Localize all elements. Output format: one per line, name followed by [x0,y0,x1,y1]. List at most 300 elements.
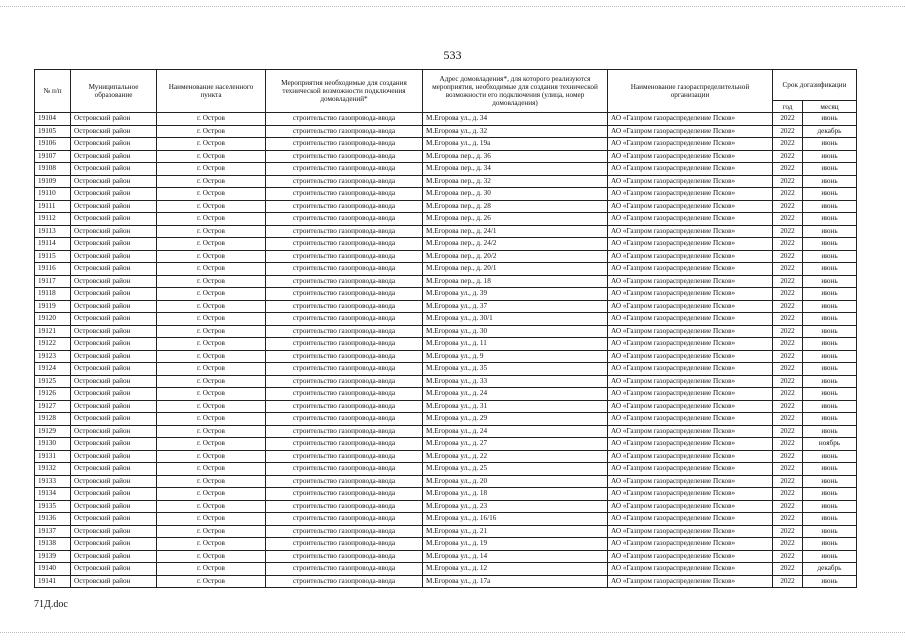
cell-num: 19141 [35,575,71,588]
cell-address: М.Егорова пер., д. 36 [423,150,608,163]
cell-activity: строительство газопровода-ввода [266,550,423,563]
cell-organization: АО «Газпром газораспределение Псков» [608,575,773,588]
cell-month: июнь [803,475,857,488]
cell-locality: г. Остров [157,225,266,238]
scan-artifact-bottom [0,632,905,634]
cell-organization: АО «Газпром газораспределение Псков» [608,525,773,538]
cell-month: июнь [803,363,857,376]
cell-month: июнь [803,488,857,501]
cell-activity: строительство газопровода-ввода [266,175,423,188]
cell-num: 19114 [35,238,71,251]
cell-year: 2022 [773,188,803,201]
cell-organization: АО «Газпром газораспределение Псков» [608,488,773,501]
cell-activity: строительство газопровода-ввода [266,463,423,476]
cell-municipality: Островский район [71,363,157,376]
cell-month: июнь [803,175,857,188]
cell-locality: г. Остров [157,475,266,488]
cell-num: 19111 [35,200,71,213]
table-row [35,438,857,451]
cell-address: М.Егорова ул., д. 24 [423,425,608,438]
cell-locality: г. Остров [157,550,266,563]
cell-address: М.Егорова ул., д. 22 [423,450,608,463]
cell-year: 2022 [773,238,803,251]
cell-address: М.Егорова ул., д. 27 [423,438,608,451]
cell-organization: АО «Газпром газораспределение Псков» [608,438,773,451]
cell-municipality: Островский район [71,125,157,138]
header-num: № п/п [35,70,71,113]
cell-municipality: Островский район [71,438,157,451]
cell-municipality: Островский район [71,388,157,401]
cell-num: 19113 [35,225,71,238]
cell-locality: г. Остров [157,425,266,438]
cell-activity: строительство газопровода-ввода [266,325,423,338]
cell-activity: строительство газопровода-ввода [266,288,423,301]
cell-activity: строительство газопровода-ввода [266,113,423,126]
page-number: 533 [443,48,462,62]
header-activity: Мероприятия необходимые для создания технической возможности подключения домовладений* [266,70,423,113]
cell-year: 2022 [773,250,803,263]
cell-num: 19133 [35,475,71,488]
cell-num: 19129 [35,425,71,438]
cell-activity: строительство газопровода-ввода [266,213,423,226]
cell-num: 19136 [35,513,71,526]
cell-locality: г. Остров [157,188,266,201]
cell-num: 19131 [35,450,71,463]
table-row [35,375,857,388]
cell-year: 2022 [773,513,803,526]
cell-year: 2022 [773,538,803,551]
cell-year: 2022 [773,350,803,363]
cell-locality: г. Остров [157,200,266,213]
cell-municipality: Островский район [71,400,157,413]
cell-address: М.Егорова ул., д. 31 [423,400,608,413]
cell-year: 2022 [773,175,803,188]
cell-municipality: Островский район [71,413,157,426]
cell-month: июнь [803,400,857,413]
cell-municipality: Островский район [71,450,157,463]
cell-locality: г. Остров [157,125,266,138]
cell-month: июнь [803,275,857,288]
cell-address: М.Егорова ул., д. 24 [423,388,608,401]
table-row [35,188,857,201]
cell-num: 19124 [35,363,71,376]
cell-num: 19112 [35,213,71,226]
cell-locality: г. Остров [157,375,266,388]
cell-year: 2022 [773,288,803,301]
cell-month: июнь [803,375,857,388]
cell-locality: г. Остров [157,363,266,376]
cell-municipality: Островский район [71,350,157,363]
cell-organization: АО «Газпром газораспределение Псков» [608,263,773,276]
cell-address: М.Егорова ул., д. 11 [423,338,608,351]
cell-num: 19118 [35,288,71,301]
cell-municipality: Островский район [71,300,157,313]
cell-month: июнь [803,188,857,201]
cell-activity: строительство газопровода-ввода [266,450,423,463]
cell-activity: строительство газопровода-ввода [266,438,423,451]
table-row [35,263,857,276]
cell-num: 19120 [35,313,71,326]
cell-organization: АО «Газпром газораспределение Псков» [608,163,773,176]
cell-municipality: Островский район [71,225,157,238]
cell-month: июнь [803,213,857,226]
cell-month: июнь [803,288,857,301]
cell-municipality: Островский район [71,275,157,288]
cell-year: 2022 [773,363,803,376]
cell-month: декабрь [803,125,857,138]
cell-month: июнь [803,313,857,326]
cell-num: 19108 [35,163,71,176]
cell-organization: АО «Газпром газораспределение Псков» [608,425,773,438]
cell-year: 2022 [773,413,803,426]
cell-month: декабрь [803,563,857,576]
cell-address: М.Егорова пер., д. 24/1 [423,225,608,238]
cell-month: июнь [803,325,857,338]
cell-locality: г. Остров [157,350,266,363]
cell-municipality: Островский район [71,500,157,513]
cell-activity: строительство газопровода-ввода [266,163,423,176]
cell-month: июнь [803,225,857,238]
cell-year: 2022 [773,563,803,576]
cell-month: июнь [803,300,857,313]
cell-locality: г. Остров [157,275,266,288]
cell-municipality: Островский район [71,325,157,338]
cell-locality: г. Остров [157,538,266,551]
cell-locality: г. Остров [157,250,266,263]
cell-organization: АО «Газпром газораспределение Псков» [608,500,773,513]
table-row [35,513,857,526]
cell-organization: АО «Газпром газораспределение Псков» [608,325,773,338]
table-row [35,563,857,576]
table-row [35,413,857,426]
cell-address: М.Егорова пер., д. 26 [423,213,608,226]
cell-organization: АО «Газпром газораспределение Псков» [608,463,773,476]
cell-year: 2022 [773,388,803,401]
cell-municipality: Островский район [71,200,157,213]
cell-month: июнь [803,513,857,526]
cell-municipality: Островский район [71,525,157,538]
table-row [35,138,857,151]
cell-locality: г. Остров [157,288,266,301]
cell-address: М.Егорова ул., д. 16/16 [423,513,608,526]
table-row [35,225,857,238]
cell-locality: г. Остров [157,500,266,513]
cell-address: М.Егорова пер., д. 34 [423,163,608,176]
cell-year: 2022 [773,338,803,351]
cell-municipality: Островский район [71,175,157,188]
cell-year: 2022 [773,313,803,326]
table-row [35,213,857,226]
cell-address: М.Егорова ул., д. 18 [423,488,608,501]
cell-organization: АО «Газпром газораспределение Псков» [608,150,773,163]
cell-locality: г. Остров [157,438,266,451]
footer-file-name: 71Д.doc [34,599,68,610]
table-row [35,463,857,476]
cell-month: июнь [803,250,857,263]
cell-organization: АО «Газпром газораспределение Псков» [608,400,773,413]
cell-month: июнь [803,388,857,401]
cell-address: М.Егорова ул., д. 9 [423,350,608,363]
cell-address: М.Егорова ул., д. 21 [423,525,608,538]
cell-locality: г. Остров [157,150,266,163]
cell-organization: АО «Газпром газораспределение Псков» [608,563,773,576]
cell-year: 2022 [773,300,803,313]
cell-activity: строительство газопровода-ввода [266,575,423,588]
cell-month: июнь [803,350,857,363]
table-row [35,338,857,351]
cell-year: 2022 [773,375,803,388]
cell-activity: строительство газопровода-ввода [266,350,423,363]
cell-locality: г. Остров [157,413,266,426]
header-locality: Наименование населенного пункта [157,70,266,113]
table-row [35,550,857,563]
cell-organization: АО «Газпром газораспределение Псков» [608,513,773,526]
cell-organization: АО «Газпром газораспределение Псков» [608,200,773,213]
cell-month: июнь [803,525,857,538]
cell-num: 19110 [35,188,71,201]
header-month: месяц [803,101,857,113]
cell-locality: г. Остров [157,313,266,326]
cell-organization: АО «Газпром газораспределение Псков» [608,275,773,288]
header-deadline: Срок догазификации [773,70,857,101]
table-row [35,200,857,213]
cell-year: 2022 [773,200,803,213]
cell-num: 19135 [35,500,71,513]
cell-num: 19123 [35,350,71,363]
cell-num: 19115 [35,250,71,263]
header-year: год [773,101,803,113]
table-row [35,575,857,588]
cell-locality: г. Остров [157,238,266,251]
cell-address: М.Егорова ул., д. 17а [423,575,608,588]
cell-address: М.Егорова ул., д. 33 [423,375,608,388]
cell-municipality: Островский район [71,463,157,476]
table-row [35,163,857,176]
cell-organization: АО «Газпром газораспределение Псков» [608,550,773,563]
cell-address: М.Егорова пер., д. 20/1 [423,263,608,276]
cell-month: июнь [803,113,857,126]
cell-num: 19126 [35,388,71,401]
cell-activity: строительство газопровода-ввода [266,563,423,576]
cell-locality: г. Остров [157,338,266,351]
table-row [35,125,857,138]
cell-num: 19128 [35,413,71,426]
cell-month: июнь [803,538,857,551]
cell-month: июнь [803,263,857,276]
cell-month: июнь [803,150,857,163]
cell-activity: строительство газопровода-ввода [266,250,423,263]
cell-municipality: Островский район [71,188,157,201]
cell-organization: АО «Газпром газораспределение Псков» [608,450,773,463]
header-organization: Наименование газораспределительной организации [608,70,773,113]
table-row [35,350,857,363]
cell-organization: АО «Газпром газораспределение Псков» [608,313,773,326]
cell-address: М.Егорова пер., д. 32 [423,175,608,188]
cell-activity: строительство газопровода-ввода [266,300,423,313]
cell-municipality: Островский район [71,150,157,163]
cell-activity: строительство газопровода-ввода [266,200,423,213]
table-row [35,363,857,376]
cell-organization: АО «Газпром газораспределение Псков» [608,125,773,138]
cell-locality: г. Остров [157,488,266,501]
table-row [35,113,857,126]
cell-locality: г. Остров [157,400,266,413]
cell-locality: г. Остров [157,450,266,463]
cell-address: М.Егорова пер., д. 18 [423,275,608,288]
cell-month: июнь [803,425,857,438]
cell-organization: АО «Газпром газораспределение Псков» [608,538,773,551]
cell-num: 19105 [35,125,71,138]
cell-municipality: Островский район [71,263,157,276]
cell-num: 19132 [35,463,71,476]
cell-num: 19127 [35,400,71,413]
cell-organization: АО «Газпром газораспределение Псков» [608,338,773,351]
cell-activity: строительство газопровода-ввода [266,488,423,501]
cell-municipality: Островский район [71,338,157,351]
cell-year: 2022 [773,500,803,513]
cell-year: 2022 [773,275,803,288]
cell-year: 2022 [773,475,803,488]
cell-activity: строительство газопровода-ввода [266,238,423,251]
cell-address: М.Егорова ул., д. 30 [423,325,608,338]
cell-address: М.Егорова пер., д. 20/2 [423,250,608,263]
cell-num: 19107 [35,150,71,163]
cell-year: 2022 [773,438,803,451]
cell-organization: АО «Газпром газораспределение Псков» [608,475,773,488]
cell-address: М.Егорова ул., д. 30/1 [423,313,608,326]
cell-num: 19140 [35,563,71,576]
cell-municipality: Островский район [71,313,157,326]
cell-organization: АО «Газпром газораспределение Псков» [608,175,773,188]
cell-organization: АО «Газпром газораспределение Псков» [608,413,773,426]
cell-address: М.Егорова ул., д. 12 [423,563,608,576]
cell-activity: строительство газопровода-ввода [266,150,423,163]
cell-num: 19137 [35,525,71,538]
cell-municipality: Островский район [71,488,157,501]
cell-activity: строительство газопровода-ввода [266,225,423,238]
table-row [35,150,857,163]
cell-month: июнь [803,163,857,176]
cell-year: 2022 [773,213,803,226]
cell-month: июнь [803,138,857,151]
cell-activity: строительство газопровода-ввода [266,513,423,526]
cell-organization: АО «Газпром газораспределение Псков» [608,388,773,401]
cell-locality: г. Остров [157,163,266,176]
cell-activity: строительство газопровода-ввода [266,500,423,513]
cell-month: июнь [803,338,857,351]
table-body [35,113,857,588]
cell-address: М.Егорова ул., д. 39 [423,288,608,301]
cell-locality: г. Остров [157,325,266,338]
table-row [35,475,857,488]
cell-municipality: Островский район [71,238,157,251]
cell-address: М.Егорова ул., д. 29 [423,413,608,426]
cell-activity: строительство газопровода-ввода [266,263,423,276]
cell-municipality: Островский район [71,138,157,151]
cell-address: М.Егорова ул., д. 19 [423,538,608,551]
table-row [35,175,857,188]
cell-num: 19117 [35,275,71,288]
gasification-table [34,69,857,588]
cell-num: 19138 [35,538,71,551]
cell-year: 2022 [773,150,803,163]
cell-activity: строительство газопровода-ввода [266,363,423,376]
cell-num: 19109 [35,175,71,188]
cell-num: 19122 [35,338,71,351]
cell-month: июнь [803,550,857,563]
cell-municipality: Островский район [71,475,157,488]
cell-activity: строительство газопровода-ввода [266,425,423,438]
cell-locality: г. Остров [157,575,266,588]
table-row [35,300,857,313]
cell-num: 19130 [35,438,71,451]
cell-organization: АО «Газпром газораспределение Псков» [608,250,773,263]
table-row [35,388,857,401]
cell-activity: строительство газопровода-ввода [266,525,423,538]
cell-year: 2022 [773,450,803,463]
cell-locality: г. Остров [157,175,266,188]
table-row [35,488,857,501]
cell-locality: г. Остров [157,213,266,226]
cell-num: 19134 [35,488,71,501]
cell-num: 19116 [35,263,71,276]
cell-locality: г. Остров [157,513,266,526]
cell-year: 2022 [773,463,803,476]
cell-municipality: Островский район [71,113,157,126]
cell-organization: АО «Газпром газораспределение Псков» [608,288,773,301]
table-row [35,450,857,463]
table-row [35,425,857,438]
cell-municipality: Островский район [71,563,157,576]
cell-month: июнь [803,200,857,213]
cell-municipality: Островский район [71,250,157,263]
cell-organization: АО «Газпром газораспределение Псков» [608,300,773,313]
table-row [35,250,857,263]
table-row [35,238,857,251]
cell-activity: строительство газопровода-ввода [266,400,423,413]
cell-activity: строительство газопровода-ввода [266,125,423,138]
cell-locality: г. Остров [157,388,266,401]
header-municipality: Муниципальное образование [71,70,157,113]
cell-activity: строительство газопровода-ввода [266,388,423,401]
cell-num: 19119 [35,300,71,313]
cell-locality: г. Остров [157,525,266,538]
cell-activity: строительство газопровода-ввода [266,313,423,326]
table-row [35,525,857,538]
cell-address: М.Егорова ул., д. 35 [423,363,608,376]
cell-locality: г. Остров [157,300,266,313]
cell-num: 19121 [35,325,71,338]
cell-activity: строительство газопровода-ввода [266,138,423,151]
cell-year: 2022 [773,225,803,238]
table-row [35,325,857,338]
table-row [35,400,857,413]
cell-num: 19139 [35,550,71,563]
cell-year: 2022 [773,525,803,538]
cell-activity: строительство газопровода-ввода [266,188,423,201]
cell-activity: строительство газопровода-ввода [266,275,423,288]
cell-year: 2022 [773,163,803,176]
cell-municipality: Островский район [71,213,157,226]
cell-municipality: Островский район [71,550,157,563]
cell-organization: АО «Газпром газораспределение Псков» [608,213,773,226]
cell-organization: АО «Газпром газораспределение Псков» [608,238,773,251]
cell-month: июнь [803,450,857,463]
cell-activity: строительство газопровода-ввода [266,375,423,388]
cell-activity: строительство газопровода-ввода [266,475,423,488]
cell-locality: г. Остров [157,138,266,151]
cell-address: М.Егорова ул., д. 19а [423,138,608,151]
